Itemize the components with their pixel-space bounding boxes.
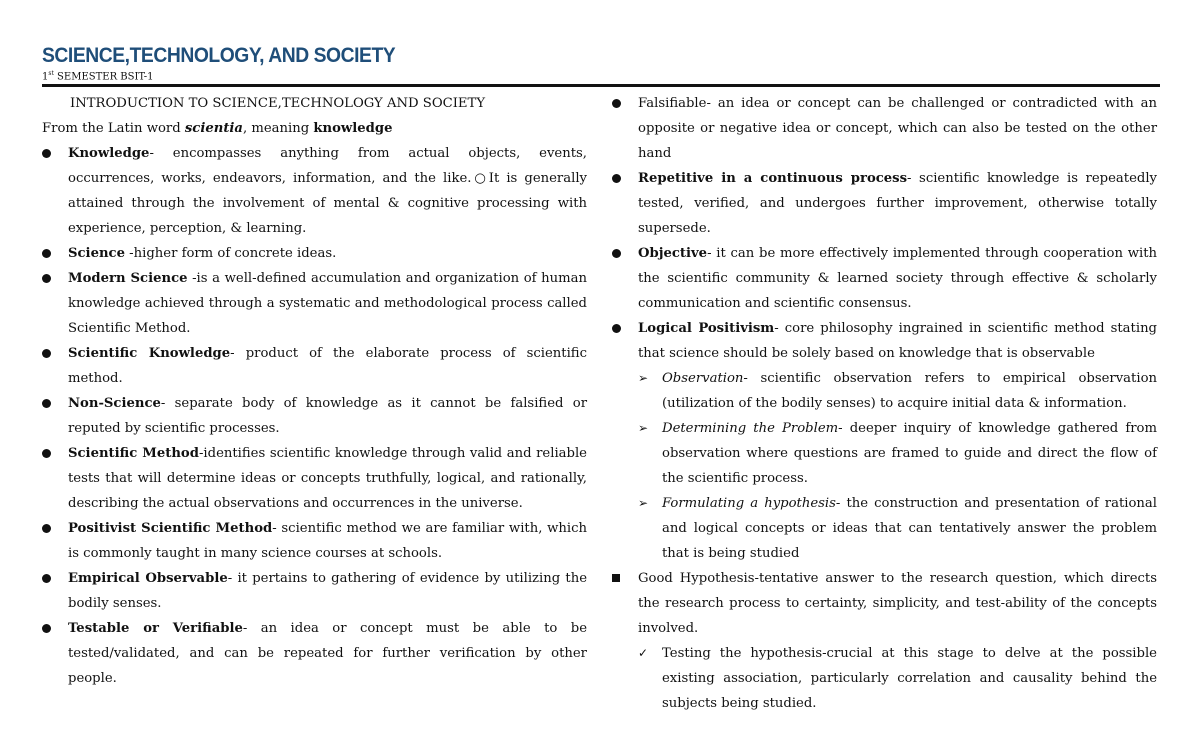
right-column <box>612 91 1157 716</box>
semester-label: 1st SEMESTER BSIT-1 <box>42 70 154 83</box>
bullet-icon <box>42 524 51 533</box>
list-item: Objective- it can be more effectively implemented through cooperation with the scientific community & learned society through effective & scholarly communication and scientific consensus. <box>612 241 1157 316</box>
bullet-icon <box>612 249 621 258</box>
list-item: Empirical Observable- it pertains to gathering of evidence by utilizing the bodily senses. <box>42 566 587 616</box>
list-item: Testable or Verifiable- an idea or concept must be able to be tested/validated, and can be repeated for further verification by other people. <box>42 616 587 691</box>
list-item: Non-Science- separate body of knowledge as it cannot be falsified or reputed by scientific processes. <box>42 391 587 441</box>
arrow-bullet-icon: ➢ <box>638 421 649 435</box>
list-item: Positivist Scientific Method- scientific method we are familiar with, which is commonly taught in many science courses at schools. <box>42 516 587 566</box>
bullet-icon <box>42 349 51 358</box>
bullet-icon <box>42 574 51 583</box>
list-item: Modern Science -is a well-defined accumulation and organization of human knowledge achieved through a systematic and methodological process called Scientific Method. <box>42 266 587 341</box>
sub-list-item: ➢ Formulating a hypothesis- the construction and presentation of rational and logical concepts or ideas that can tentatively answer the problem that is being studied <box>612 491 1157 566</box>
bullet-icon <box>612 174 621 183</box>
bullet-icon <box>612 324 621 333</box>
check-icon: ✓ <box>638 646 649 660</box>
list-item: Scientific Method-identifies scientific knowledge through valid and reliable tests that will determine ideas or concepts truthfully, logical, and rationally, describing the actual observations and occurrences in the universe. <box>42 441 587 516</box>
sub-list-item: ➢ Observation- scientific observation refers to empirical observation (utilization of the bodily senses) to acquire initial data & information. <box>612 366 1157 416</box>
bullet-icon <box>42 249 51 258</box>
bullet-icon <box>42 149 51 158</box>
bullet-icon <box>42 449 51 458</box>
arrow-bullet-icon: ➢ <box>638 496 649 510</box>
document-header <box>42 44 1160 82</box>
intro-line: From the Latin word scientia, meaning knowledge <box>42 121 393 136</box>
bullet-icon <box>42 274 51 283</box>
square-bullet-icon <box>612 574 620 582</box>
list-item: Good Hypothesis-tentative answer to the research question, which directs the research process to certainty, simplicity, and test-ability of the concepts involved. <box>612 566 1157 641</box>
list-item: Science -higher form of concrete ideas. <box>42 241 587 266</box>
bullet-icon <box>42 624 51 633</box>
bullet-icon <box>612 99 621 108</box>
left-column <box>42 91 587 691</box>
list-item: Knowledge- encompasses anything from actual objects, events, occurrences, works, endeavors, information, and the like.○It is generally attained through the involvement of mental & cognitive processing with experience, perception, & learning. <box>42 141 587 241</box>
bullet-icon <box>42 399 51 408</box>
list-item: Falsifiable- an idea or concept can be challenged or contradicted with an opposite or negative idea or concept, which can also be tested on the other hand <box>612 91 1157 166</box>
sub-list-item: ✓ Testing the hypothesis-crucial at this stage to delve at the possible existing association, particularly correlation and causality behind the subjects being studied. <box>612 641 1157 716</box>
sub-list-item: ➢ Determining the Problem- deeper inquiry of knowledge gathered from observation where questions are framed to guide and direct the flow of the scientific process. <box>612 416 1157 491</box>
header-divider <box>42 84 1160 87</box>
list-item: Logical Positivism- core philosophy ingrained in scientific method stating that science should be solely based on knowledge that is observable <box>612 316 1157 366</box>
section-heading: INTRODUCTION TO SCIENCE,TECHNOLOGY AND SOCIETY <box>70 96 486 111</box>
list-item: Scientific Knowledge- product of the elaborate process of scientific method. <box>42 341 587 391</box>
document-title: SCIENCE,TECHNOLOGY, AND SOCIETY <box>42 44 396 67</box>
arrow-bullet-icon: ➢ <box>638 371 649 385</box>
list-item: Repetitive in a continuous process- scientific knowledge is repeatedly tested, verified, and undergoes further improvement, otherwise totally supersede. <box>612 166 1157 241</box>
